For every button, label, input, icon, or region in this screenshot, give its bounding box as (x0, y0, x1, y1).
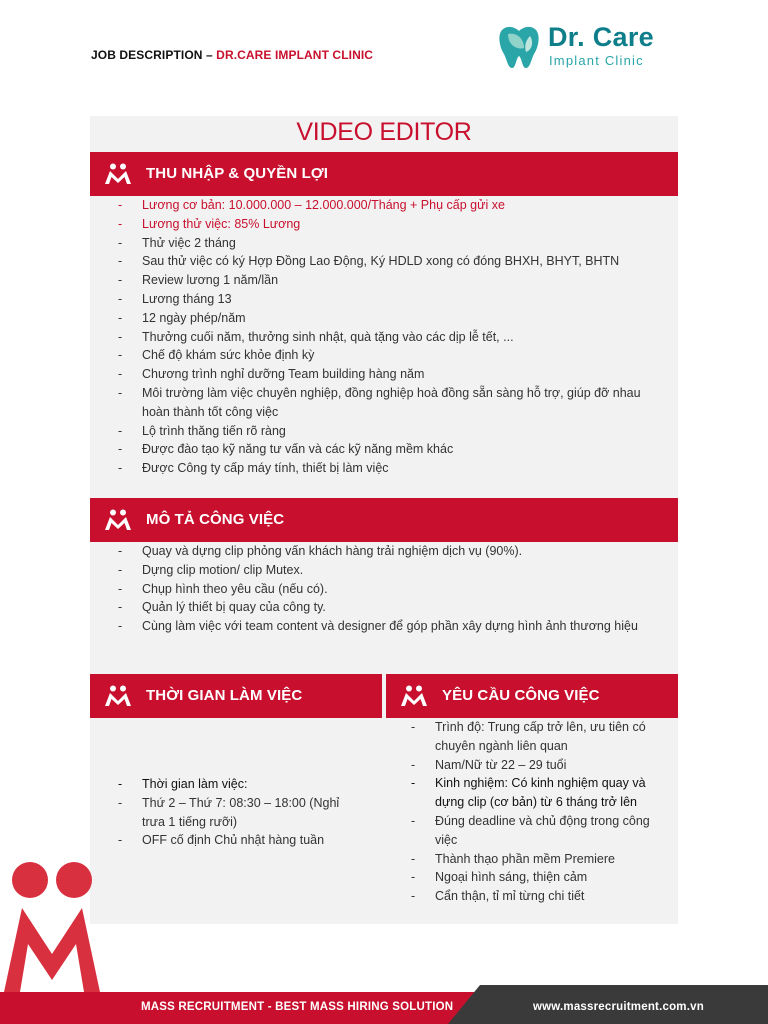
section-title: YÊU CẦU CÔNG VIỆC (442, 687, 600, 704)
list-item: - Chương trình nghỉ dưỡng Team building hàng năm (118, 365, 663, 384)
footer-website-link[interactable]: www.massrecruitment.com.vn (533, 1001, 704, 1013)
m-logo-icon (104, 163, 132, 185)
list-item: - Trình độ: Trung cấp trở lên, ưu tiên có chuyên ngành liên quan (411, 718, 673, 756)
logo-sub-text: Implant Clinic (549, 53, 644, 68)
section-title: THỜI GIAN LÀM VIỆC (146, 687, 303, 704)
header-clinic-name: DR.CARE IMPLANT CLINIC (216, 48, 374, 62)
section-header-description (90, 498, 678, 542)
list-item: - Lương thử việc: 85% Lương (118, 215, 663, 234)
list-item: - Lương cơ bản: 10.000.000 – 12.000.000/Tháng + Phụ cấp gửi xe (118, 196, 663, 215)
footer-slogan: MASS RECRUITMENT - BEST MASS HIRING SOLUTION (141, 1001, 454, 1013)
list-item: - Ngoại hình sáng, thiện cảm (411, 868, 673, 887)
list-item: - Được Công ty cấp máy tính, thiết bị làm việc (118, 459, 663, 478)
list-item: - Chụp hình theo yêu cầu (nếu có). (118, 580, 663, 599)
list-item: - Quay và dựng clip phỏng vấn khách hàng trải nghiệm dịch vụ (90%). (118, 542, 663, 561)
hours-list (118, 775, 358, 850)
header-prefix: JOB DESCRIPTION – (91, 48, 217, 62)
list-item: - Sau thử việc có ký Hợp Đồng Lao Động, Ký HDLD xong có đóng BHXH, BHYT, BHTN (118, 252, 663, 271)
list-item: - Cùng làm việc với team content và designer để góp phần xây dựng hình ảnh thương hiệu (118, 617, 663, 636)
m-logo-icon (400, 685, 428, 707)
list-item: - Thời gian làm việc: (118, 775, 358, 794)
section-header-benefits (90, 152, 678, 196)
list-item: - Lộ trình thăng tiến rõ ràng (118, 422, 663, 441)
section-header-hours (90, 674, 382, 718)
list-item: - Được đào tạo kỹ năng tư vấn và các kỹ năng mềm khác (118, 440, 663, 459)
list-item: - Đúng deadline và chủ động trong công việc (411, 812, 673, 850)
list-item: - Nam/Nữ từ 22 – 29 tuổi (411, 756, 673, 775)
list-item: - Chế độ khám sức khỏe định kỳ (118, 346, 663, 365)
list-item: - Cẩn thận, tỉ mỉ từng chi tiết (411, 887, 673, 906)
requirements-list (411, 718, 673, 906)
benefits-list (118, 196, 663, 478)
m-logo-icon (104, 509, 132, 531)
list-item: - OFF cố định Chủ nhật hàng tuần (118, 831, 358, 850)
job-title: VIDEO EDITOR (296, 118, 472, 146)
m-logo-icon (104, 685, 132, 707)
mass-recruitment-mark-icon (0, 858, 120, 992)
tooth-leaf-icon (494, 22, 544, 72)
logo-brand-text: Dr. Care (548, 22, 654, 52)
list-item: - Môi trường làm việc chuyên nghiệp, đồng nghiệp hoà đồng sẵn sàng hỗ trợ, giúp đỡ nhau hoàn thành tốt công việc (118, 384, 663, 422)
list-item: - Quản lý thiết bị quay của công ty. (118, 598, 663, 617)
list-item: - Dựng clip motion/ clip Mutex. (118, 561, 663, 580)
list-item: - Kinh nghiệm: Có kinh nghiệm quay và dựng clip (cơ bản) từ 6 tháng trở lên (411, 774, 673, 812)
list-item: - 12 ngày phép/năm (118, 309, 663, 328)
list-item: - Thành thạo phần mềm Premiere (411, 850, 673, 869)
section-title: MÔ TẢ CÔNG VIỆC (146, 511, 285, 528)
list-item: - Lương tháng 13 (118, 290, 663, 309)
list-item: - Review lương 1 năm/lần (118, 271, 663, 290)
list-item: - Thứ 2 – Thứ 7: 08:30 – 18:00 (Nghỉ trưa 1 tiếng rưỡi) (118, 794, 358, 832)
list-item: - Thưởng cuối năm, thưởng sinh nhật, quà tặng vào các dịp lễ tết, ... (118, 328, 663, 347)
section-title: THU NHẬP & QUYỀN LỢI (146, 165, 329, 182)
description-list (118, 542, 663, 636)
dr-care-logo (494, 22, 674, 74)
document-header (91, 48, 373, 62)
section-header-requirements (386, 674, 678, 718)
list-item: - Thử việc 2 tháng (118, 234, 663, 253)
